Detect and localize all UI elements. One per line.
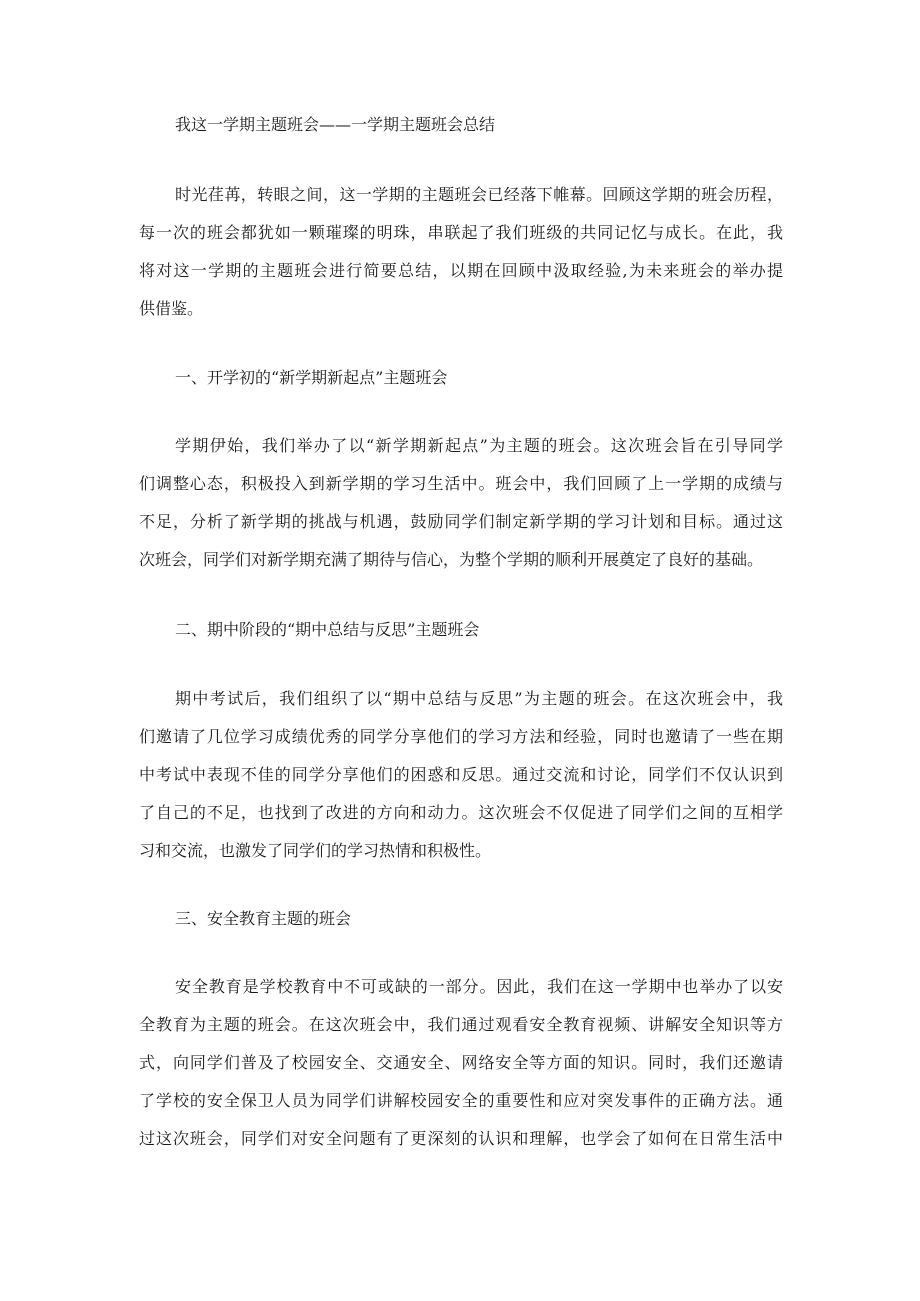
paragraph-line: 将对这一学期的主题班会进行简要总结，以期在回顾中汲取经验,为未来班会的举办提 bbox=[139, 261, 783, 280]
paragraph-line: 供借鉴。 bbox=[139, 299, 204, 318]
section-heading-2: 二、期中阶段的“期中总结与反思”主题班会 bbox=[175, 620, 480, 639]
section-paragraph-3 bbox=[139, 968, 783, 1158]
paragraph-line: 全教育为主题的班会。在这次班会中，我们通过观看安全教育视频、讲解安全知识等方 bbox=[139, 1015, 783, 1034]
section-heading-3: 三、安全教育主题的班会 bbox=[175, 909, 352, 928]
document-title: 我这一学期主题班会——一学期主题班会总结 bbox=[175, 115, 496, 134]
paragraph-line: 们邀请了几位学习成绩优秀的同学分享他们的学习方法和经验，同时也邀请了一些在期 bbox=[139, 727, 783, 746]
section-heading-1: 一、开学初的“新学期新起点”主题班会 bbox=[175, 368, 448, 387]
paragraph-line: 了自己的不足，也找到了改进的方向和动力。这次班会不仅促进了同学们之间的互相学 bbox=[139, 803, 783, 822]
paragraph-line: 次班会，同学们对新学期充满了期待与信心，为整个学期的顺利开展奠定了良好的基础。 bbox=[139, 550, 764, 569]
paragraph-line: 中考试中表现不佳的同学分享他们的困惑和反思。通过交流和讨论，同学们不仅认识到 bbox=[139, 765, 783, 784]
section-paragraph-1 bbox=[139, 427, 783, 579]
paragraph-line: 每一次的班会都犹如一颗璀璨的明珠，串联起了我们班级的共同记忆与成长。在此，我 bbox=[139, 223, 783, 242]
paragraph-line: 过这次班会，同学们对安全问题有了更深刻的认识和理解，也学会了如何在日常生活中 bbox=[139, 1129, 783, 1148]
paragraph-line: 们调整心态，积极投入到新学期的学习生活中。班会中，我们回顾了上一学期的成绩与 bbox=[139, 474, 783, 493]
paragraph-line: 了学校的安全保卫人员为同学们讲解校园安全的重要性和应对突发事件的正确方法。通 bbox=[139, 1091, 783, 1110]
intro-paragraph bbox=[139, 176, 783, 328]
paragraph-line: 学期伊始，我们举办了以“新学期新起点”为主题的班会。这次班会旨在引导同学 bbox=[175, 436, 783, 455]
paragraph-line: 期中考试后，我们组织了以“期中总结与反思”为主题的班会。在这次班会中，我 bbox=[175, 689, 783, 708]
paragraph-line: 时光荏苒，转眼之间，这一学期的主题班会已经落下帷幕。回顾这学期的班会历程， bbox=[175, 185, 783, 204]
section-paragraph-2 bbox=[139, 680, 783, 870]
paragraph-line: 不足，分析了新学期的挑战与机遇，鼓励同学们制定新学期的学习计划和目标。通过这 bbox=[139, 512, 783, 531]
paragraph-line: 习和交流，也激发了同学们的学习热情和积极性。 bbox=[139, 841, 492, 860]
paragraph-line: 式，向同学们普及了校园安全、交通安全、网络安全等方面的知识。同时，我们还邀请 bbox=[139, 1053, 783, 1072]
paragraph-line: 安全教育是学校教育中不可或缺的一部分。因此，我们在这一学期中也举办了以安 bbox=[175, 977, 783, 996]
